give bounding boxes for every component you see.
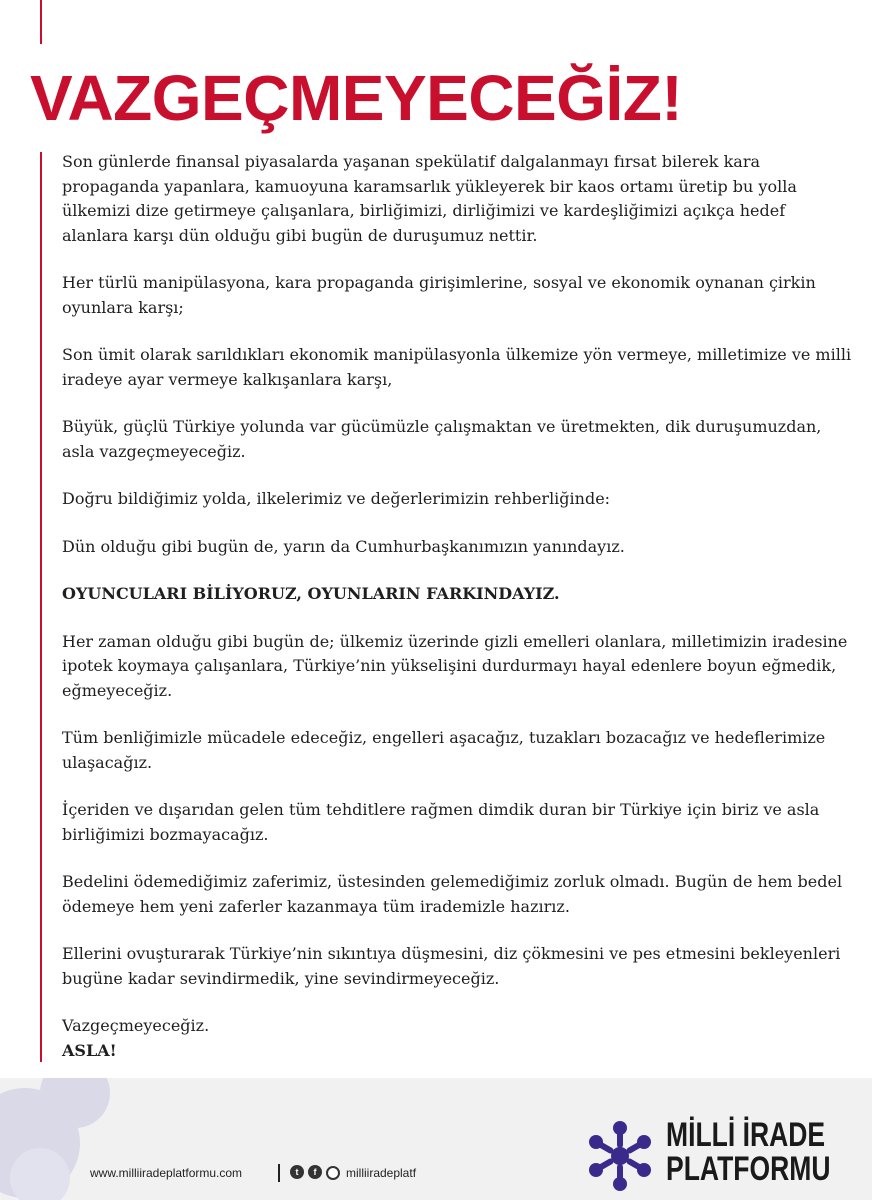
paragraph: Büyük, güçlü Türkiye yolunda var gücümüzle çalışmaktan ve üretmekten, dik duruşumuzdan, asla vazgeçmeyeceğiz.	[62, 417, 822, 461]
paragraph: İçeriden ve dışarıdan gelen tüm tehditlere rağmen dimdik duran bir Türkiye için biriz ve asla birliğimizi bozmayacağız.	[62, 800, 820, 844]
footer	[0, 1078, 872, 1200]
website-link[interactable]: www.milliiradeplatformu.com	[90, 1166, 243, 1180]
twitter-icon[interactable]: t	[290, 1165, 304, 1179]
top-accent-line	[40, 0, 42, 44]
paragraph: Tüm benliğimizle mücadele edeceğiz, engelleri aşacağız, tuzakları bozacağız ve hedeflerimize ulaşacağız.	[62, 728, 826, 772]
page-title: VAZGEÇMEYECEĞİZ!	[30, 62, 683, 134]
paragraph: Doğru bildiğimiz yolda, ilkelerimiz ve değerlerimizin rehberliğinde:	[62, 489, 611, 508]
footer-divider	[278, 1164, 280, 1182]
closing-line: Vazgeçmeyeceğiz.	[62, 1016, 210, 1035]
logo-wordmark	[666, 1118, 830, 1186]
bold-slogan: OYUNCULARI BİLİYORUZ, OYUNLARIN FARKINDAYIZ.	[62, 584, 560, 603]
paragraph: Son ümit olarak sarıldıkları ekonomik manipülasyonla ülkemize yön vermeye, milletimize ve milli iradeye ayar vermeye kalkışanlara karşı,	[62, 345, 852, 389]
logo-line-2: PLATFORMU	[666, 1150, 831, 1188]
statement-body	[62, 150, 852, 1063]
body-accent-rule	[40, 152, 42, 1062]
paragraph: Son günlerde finansal piyasalarda yaşanan spekülatif dalgalanmayı fırsat bilerek kara propaganda yapanlara, kamuoyuna karamsarlık yükleyerek bir kaos ortamı üretip bu yolla ülkemizi dize getirmeye çalışanlara, birliğimizi, dirliğimizi ve kardeşliğimizi açıkça hedef alanlara karşı dün olduğu gibi bugün de duruşumuz nettir.	[62, 152, 797, 245]
logo-line-1: MİLLİ İRADE	[666, 1116, 826, 1154]
paragraph: Bedelini ödemediğimiz zaferimiz, üstesinden gelemediğimiz zorluk olmadı. Bugün de hem bedel ödemeye hem yeni zaferler kazanmaya tüm irademizle hazırız.	[62, 872, 843, 916]
facebook-icon[interactable]: f	[308, 1165, 322, 1179]
closing-emphasis: ASLA!	[62, 1040, 117, 1060]
logo-mark-icon	[582, 1118, 658, 1194]
paragraph: Her zaman olduğu gibi bugün de; ülkemiz üzerinde gizli emelleri olanlara, milletimizin iradesine ipotek koymaya çalışanlara, Türkiye’nin yükselişini durdurmayı hayal edenlere boyun eğmedik, eğmeyeceğiz.	[62, 631, 848, 700]
instagram-icon[interactable]	[326, 1166, 340, 1180]
decorative-bubble	[10, 1148, 70, 1200]
paragraph: Dün olduğu gibi bugün de, yarın da Cumhurbaşkanımızın yanındayız.	[62, 536, 625, 556]
paragraph: Her türlü manipülasyona, kara propaganda girişimlerine, sosyal ve ekonomik oynanan çirkin oyunlara karşı;	[62, 273, 816, 317]
paragraph: Ellerini ovuşturarak Türkiye’nin sıkıntıya düşmesini, diz çökmesini ve pes etmesini bekleyenleri bugüne kadar sevindirmedik, yine sevindirmeyeceğiz.	[62, 944, 841, 988]
social-handle-link[interactable]: milliiradeplatf	[346, 1166, 417, 1180]
